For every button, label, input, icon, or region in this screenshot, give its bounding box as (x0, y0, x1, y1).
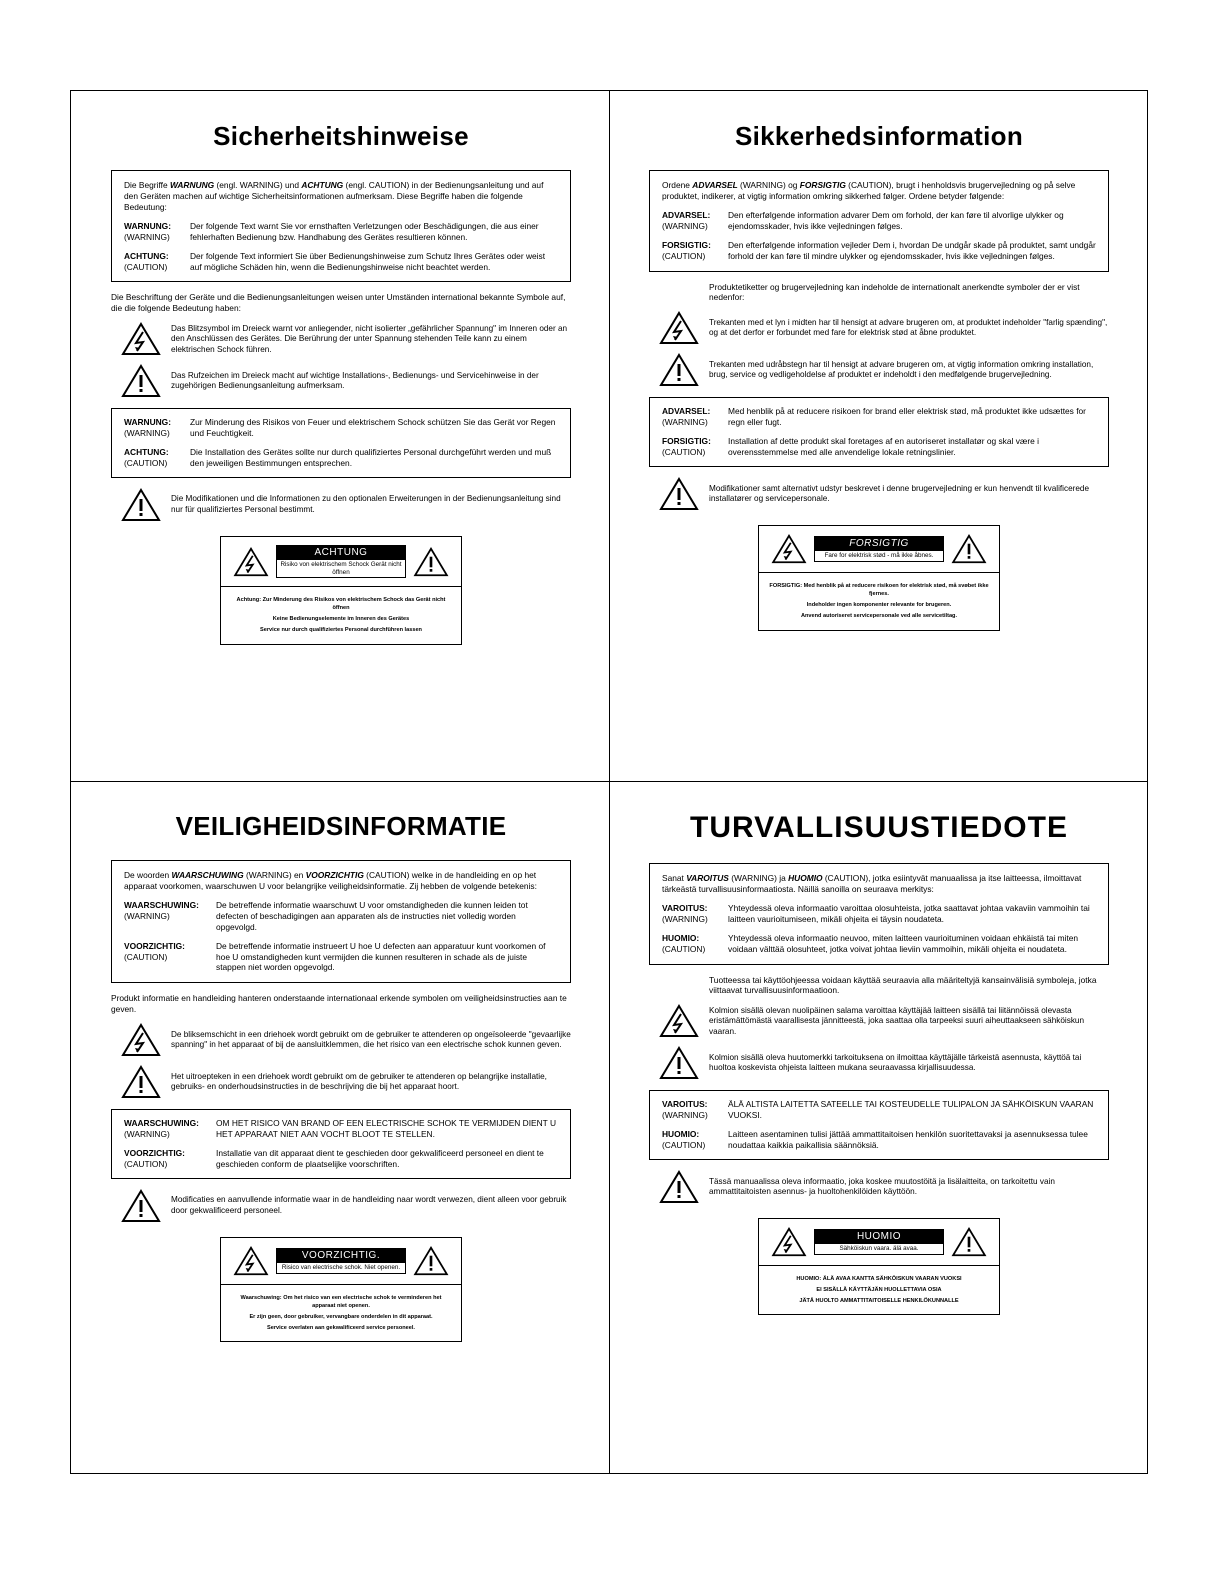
exclamation-triangle-icon (659, 1046, 699, 1080)
label-banner: HUOMIO (814, 1229, 944, 1244)
caution-definition: ACHTUNG: (CAUTION) Der folgende Text informiert Sie über Bedienungshinweise zum Schutz Ihres Gerätes oder weist auf mögliche Schäden hin, wenn die Bedienungshinweise nicht beachtet werden. (124, 250, 546, 272)
signal-words-intro: Die Begriffe WARNUNG (engl. WARNING) und ACHTUNG (engl. CAUTION) in der Bedienungsanleitung und auf den Geräten machen auf wichtige Sicherheitsinformationen aufmerksam. Diese Begriffe haben die folgende Bedeutung: (124, 180, 544, 212)
warning-caution-box (649, 1090, 1109, 1160)
label-text: Achtung: Zur Minderung des Risikos von elektrischem Schock das Gerät nicht öffnen Keine Bedienungselemente im Inneren des Gerätes Service nur durch qualifiziertes Personal durchführen lassen (236, 597, 446, 634)
warning-definition: VAROITUS: (WARNING) Yhteydessä oleva informaatio varoittaa olosuhteista, jotka saattavat johtaa vakaviin vammoihin tai laitteen vaurioitumiseen, mikäli ohjeita ei täysin noudateta. (662, 902, 1090, 924)
signal-words-box (649, 170, 1109, 272)
signal-words-box (111, 860, 571, 983)
lightning-triangle-icon (233, 1246, 269, 1276)
signal-words-intro: Sanat VAROITUS (WARNING) ja HUOMIO (CAUTION), jotka esiintyvät manuaalissa ja itse laitteessa, ilmoittavat tärkeästä turvallisuusinformaatiosta. Näillä sanoilla on seuraava merkitys: (662, 873, 1082, 894)
section-title: Sikkerhedsinformation (734, 121, 1024, 151)
page-frame (70, 90, 1148, 1474)
modification-note: Tässä manuaalissa oleva informaatio, joka koskee muutostöitä ja lisälaitteita, on tarkoitettu vain ammattitaitoisten asennus- ja huoltohenkilöiden käyttöön. (649, 1170, 1109, 1204)
modification-note: Modificaties en aanvullende informatie waar in de handleiding naar wordt verwezen, dient alleen voor gebruik door gekwalificeerd personeel. (111, 1189, 571, 1223)
section-fi (649, 781, 1109, 1315)
exclamation-triangle-icon (121, 1065, 161, 1099)
section-title: VEILIGHEIDSINFORMATIE (175, 811, 507, 841)
warning-definition: WARNUNG: (WARNING) Der folgende Text warnt Sie vor ernsthaften Verletzungen oder Beschädigungen, die aus einer fehlerhaften Bedienung bzw. Handhabung des Gerätes resultieren können. (124, 220, 539, 242)
lightning-symbol-note: Trekanten med et lyn i midten har til hensigt at advare brugeren om, at produktet indeholder "farlig spænding", og at det derfor er forbundet med fare for elektrisk stød at åbne produktet. (649, 311, 1109, 345)
lightning-triangle-icon (771, 534, 807, 564)
section-title: TURVALLISUUSTIEDOTE (690, 811, 1068, 844)
label-subtitle: Fare for elektrisk stød - må ikke åbnes. (814, 551, 944, 562)
warning-statement: ADVARSEL: (WARNING) Med henblik på at reducere risikoen for brand eller elektrisk stød, må produktet ikke udsættes for regn eller fugt. (662, 406, 1086, 428)
exclamation-triangle-icon (659, 353, 699, 387)
exclamation-triangle-icon (413, 547, 449, 577)
warning-caution-box (649, 397, 1109, 467)
exclamation-symbol-note: Kolmion sisällä oleva huutomerkki tarkoituksena on ilmoittaa käyttäjälle tärkeistä asennusta, käyttöä tai huoltoa koskevista ohjeista laitteen mukana seuraavassa kirjallisuudessa. (649, 1046, 1109, 1080)
section-title: Sicherheitshinweise (213, 121, 469, 151)
lightning-triangle-icon (659, 1004, 699, 1038)
exclamation-triangle-icon (659, 1170, 699, 1204)
label-banner: ACHTUNG (276, 545, 406, 560)
symbols-intro: Produktetiketter og brugervejledning kan indeholde de internationalt anerkendte symboler der er vist nedenfor: (709, 281, 1080, 303)
section-de (111, 91, 571, 645)
lightning-triangle-icon (771, 1227, 807, 1257)
caution-definition: HUOMIO: (CAUTION) Yhteydessä oleva informaatio neuvoo, miten laitteen vaurioituminen voidaan ehkäistä tai miten voidaan välttää olosuhteet, jotka voivat johtaa lieviin vammoihin, mikäli ohjeita ei noudateta. (662, 932, 1079, 954)
label-subtitle: Risiko von elektrischem Schock Gerät nicht öffnen (276, 560, 406, 578)
caution-statement: VOORZICHTIG: (CAUTION) Installatie van dit apparaat dient te geschieden door gekwalificeerd personeel en dient te geschieden conform de plaatselijke voorschriften. (124, 1148, 544, 1169)
caution-definition: VOORZICHTIG: (CAUTION) De betreffende informatie instrueert U hoe U defecten aan apparatuur kunt voorkomen of hoe U omstandigheden kunt vermijden die kunnen resulteren in schade als de juiste stappen niet worden opgevolgd. (124, 940, 546, 973)
warning-definition: WAARSCHUWING: (WARNING) De betreffende informatie waarschuwt U voor omstandigheden die kunnen leiden tot defecten of beschadigingen aan apparaten als de instructies niet volledig worden opgevolgd. (124, 899, 528, 932)
caution-label (758, 525, 1000, 630)
warning-statement: VAROITUS: (WARNING) ÄLÄ ALTISTA LAITETTA SATEELLE TAI KOSTEUDELLE TULIPALON JA SÄHKÖISKUN VAARAN VUOKSI. (662, 1099, 1094, 1121)
lightning-symbol-note: Das Blitzsymbol im Dreieck warnt vor anliegender, nicht isolierter „gefährlicher Spannung" im Inneren oder an den Anschlüssen des Gerätes. Die Berührung der unter Spannung stehenden Teile kann zu einem elektrischen Schock führen. (111, 322, 571, 356)
label-banner: FORSIGTIG (814, 536, 944, 551)
exclamation-triangle-icon (121, 488, 161, 522)
label-text: Waarschuwing: Om het risico van een electrische schok te verminderen het apparaat niet openen. Er zijn geen, door gebruiker, vervangbare onderdelen in dit apparaat. Service overlaten aan gekwalificeerd service personeel. (240, 1294, 442, 1332)
exclamation-symbol-note: Trekanten med udråbstegn har til hensigt at advare brugeren om, at vigtig information omkring installation, brug, service og vedligeholdelse af produktet er indeholdt i den medfølgende brugervejledning. (649, 353, 1109, 387)
label-text: HUOMIO: ÄLÄ AVAA KANTTA SÄHKÖISKUN VAARAN VUOKSI EI SISÄLLÄ KÄYTTÄJÄN HUOLLETTAVIA OSIA JÄTÄ HUOLTO AMMATTITAITOISELLE HENKILÖKUNNALLE (796, 1276, 962, 1305)
warning-statement: WAARSCHUWING: (WARNING) OM HET RISICO VAN BRAND OF EEN ELECTRISCHE SCHOK TE VERMIJDEN DIENT U HET APPARAAT NIET AAN VOCHT BLOOT TE STELLEN. (124, 1118, 557, 1140)
exclamation-triangle-icon (121, 364, 161, 398)
lightning-symbol-note: De bliksemschicht in een driehoek wordt gebruikt om de gebruiker te attenderen op ongeïsoleerde "gevaarlijke spanning" in het apparaat of bij de aansluitklemmen, die het risico van een electrische schok kunnen geven. (111, 1023, 571, 1057)
label-text: FORSIGTIG: Med henblik på at reducere risikoen for elektrisk stød, må svøbet ikke fjernes. Indeholder ingen komponenter relevante for brugeren. Anvend autoriseret servicepersonale ved alle servicetiltag. (769, 583, 989, 620)
lightning-triangle-icon (659, 311, 699, 345)
signal-words-box (111, 170, 571, 282)
modification-note: Modifikationer samt alternativt udstyr beskrevet i denne brugervejledning er kun henvendt til kvalificerede installatører og servicepersonale. (649, 477, 1109, 511)
label-banner: VOORZICHTIG. (276, 1248, 406, 1263)
warning-statement: WARNUNG: (WARNING) Zur Minderung des Risikos von Feuer und elektrischem Schock schützen Sie das Gerät vor Regen und Feuchtigkeit. (124, 417, 556, 439)
section-da (649, 91, 1109, 631)
section-nl (111, 781, 571, 1342)
lightning-triangle-icon (121, 322, 161, 356)
caution-label (220, 536, 462, 645)
vertical-divider (609, 91, 610, 1473)
exclamation-triangle-icon (951, 534, 987, 564)
warning-definition: ADVARSEL: (WARNING) Den efterfølgende information advarer Dem om forhold, der kan føre til alvorlige ulykker og ejendomsskader, hvis ikke vejledningen følges. (662, 209, 1064, 231)
symbols-intro: Tuotteessa tai käyttöohjeessa voidaan käyttää seuraavia alla määriteltyjä kansainvälisiä symboleja, jotka viittaavat turvallisuusinformaatioon. (709, 974, 1097, 996)
caution-label (758, 1218, 1000, 1315)
label-subtitle: Risico van electrische schok. Niet openen. (276, 1263, 406, 1274)
signal-words-intro: Ordene ADVARSEL (WARNING) og FORSIGTIG (CAUTION), brugt i henholdsvis brugervejledning og på selve produktet, indikerer, at vigtig information omkring sikkerhed følger. Ordene betyder følgende: (662, 180, 1076, 201)
signal-words-box (649, 863, 1109, 965)
caution-statement: FORSIGTIG: (CAUTION) Installation af dette produkt skal foretages af en autoriseret installatør og skal være i overensstemmelse med alle anvendelige lokale retningslinier. (662, 436, 1039, 458)
signal-words-intro: De woorden WAARSCHUWING (WARNING) en VOORZICHTIG (CAUTION) welke in de handleiding en op het apparaat voorkomen, waarschuwen U voor belangrijke veiligheidsinformatie. Zij hebben de volgende betekenis: (124, 870, 537, 891)
symbols-intro: Die Beschriftung der Geräte und die Bedienungsanleitungen weisen unter Umständen international bekannte Symbole auf, die die folgende Bedeutung haben: (111, 292, 566, 314)
lightning-symbol-note: Kolmion sisällä olevan nuolipäinen salama varoittaa käyttäjää laitteen sisällä tai liitännöissä olevasta eristämättömästä vaarallisesta jännitteestä, joka saattaa olla tarpeeksi suuri aiheuttaakseen sähköiskun vaaran. (649, 1004, 1109, 1038)
caution-definition: FORSIGTIG: (CAUTION) Den efterfølgende information vejleder Dem i, hvordan De undgår skade på produktet, samt undgår forhold der kan føre til mindre ulykker og ejendomsskader, hvis ikke vejledningen følges. (662, 239, 1096, 261)
exclamation-triangle-icon (951, 1227, 987, 1257)
exclamation-triangle-icon (659, 477, 699, 511)
warning-caution-box (111, 1109, 571, 1179)
exclamation-symbol-note: Das Rufzeichen im Dreieck macht auf wichtige Installations-, Bedienungs- und Servicehinweise in der zugehörigen Bedienungsanleitung aufmerksam. (111, 364, 571, 398)
modification-note: Die Modifikationen und die Informationen zu den optionalen Erweiterungen in der Bedienungsanleitung sind nur für qualifiziertes Personal bestimmt. (111, 488, 571, 522)
exclamation-triangle-icon (121, 1189, 161, 1223)
symbols-intro: Produkt informatie en handleiding hanteren onderstaande internationaal erkende symbolen om veiligheidsinstructies aan te geven. (111, 993, 567, 1015)
exclamation-symbol-note: Het uitroepteken in een driehoek wordt gebruikt om de gebruiker te attenderen op belangrijke installatie, gebruiks- en onderhoudsinstructies in de beschrijving die bij het apparaat hoort. (111, 1065, 571, 1099)
caution-statement: HUOMIO: (CAUTION) Laitteen asentaminen tulisi jättää ammattitaitoisen henkilön suoritettavaksi ja asennuksessa tulee noudattaa kaikkia paikallisia säännöksiä. (662, 1129, 1088, 1151)
label-subtitle: Sähköiskun vaara. älä avaa. (814, 1244, 944, 1255)
warning-caution-box (111, 408, 571, 478)
lightning-triangle-icon (233, 547, 269, 577)
caution-statement: ACHTUNG: (CAUTION) Die Installation des Gerätes sollte nur durch qualifiziertes Personal durchgeführt werden und muß den jeweiligen Bestimmungen entsprechen. (124, 447, 552, 469)
caution-label (220, 1237, 462, 1342)
lightning-triangle-icon (121, 1023, 161, 1057)
exclamation-triangle-icon (413, 1246, 449, 1276)
